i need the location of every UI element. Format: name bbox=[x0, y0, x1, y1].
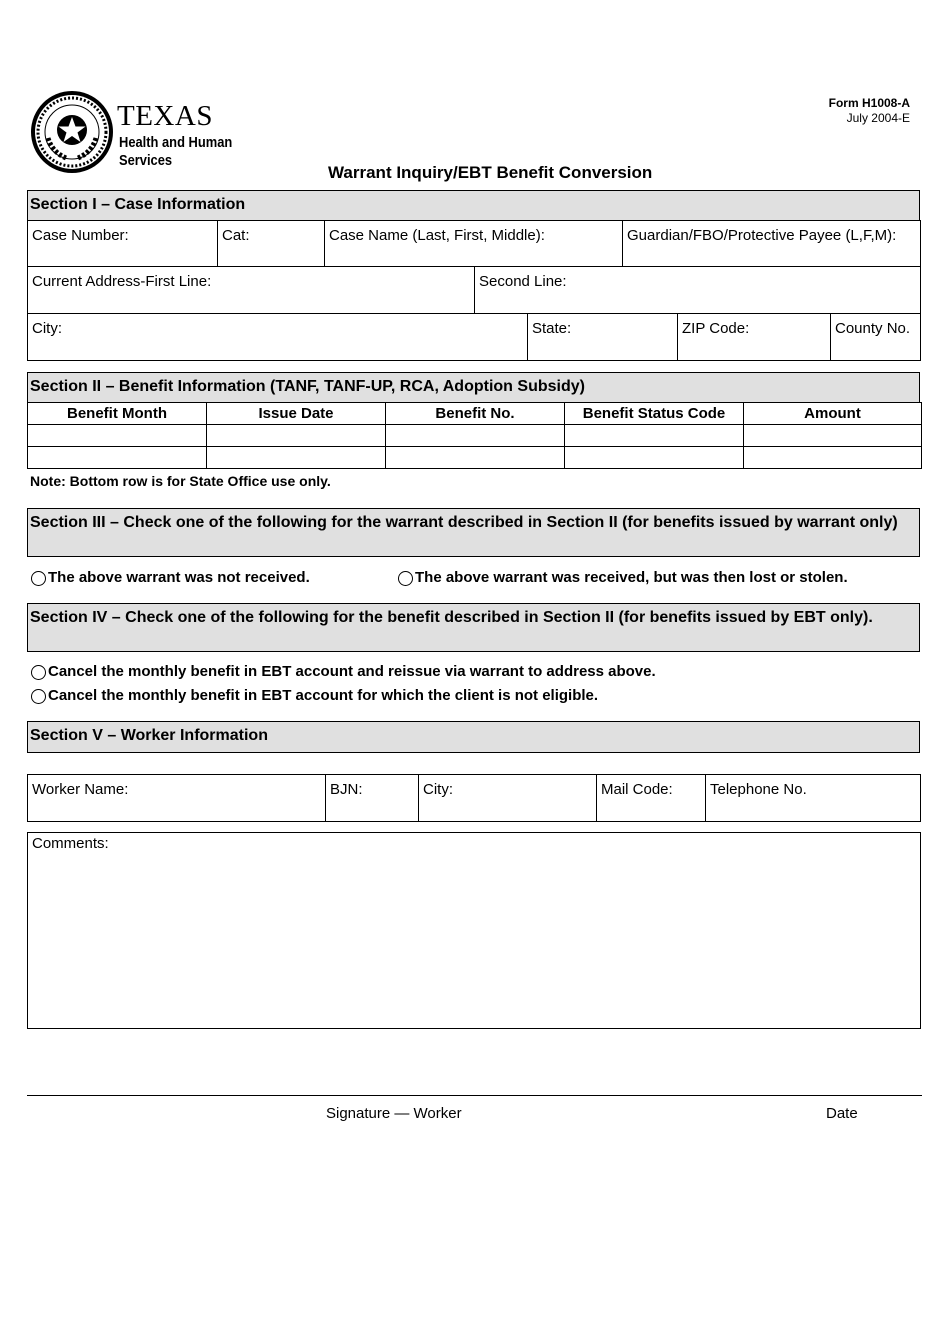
mail-code-field[interactable] bbox=[596, 774, 706, 822]
address-second-line-label: Second Line: bbox=[479, 273, 567, 290]
state-field[interactable] bbox=[527, 313, 678, 361]
signature-date-label: Date bbox=[826, 1105, 858, 1122]
zip-code-label: ZIP Code: bbox=[682, 320, 750, 337]
city-field[interactable] bbox=[27, 313, 528, 361]
col-benefit-status-code: Benefit Status Code bbox=[565, 403, 744, 425]
warrant-lost-stolen-label: The above warrant was received, but was then lost or stolen. bbox=[415, 569, 848, 586]
cancel-reissue-label: Cancel the monthly benefit in EBT account and reissue via warrant to address above. bbox=[48, 663, 656, 680]
col-benefit-month: Benefit Month bbox=[28, 403, 207, 425]
comments-field[interactable] bbox=[27, 832, 921, 1029]
benefit-no-cell[interactable] bbox=[386, 425, 565, 447]
texas-seal-logo bbox=[30, 90, 114, 174]
comments-label: Comments: bbox=[32, 835, 109, 852]
benefit-table-header bbox=[28, 403, 922, 425]
issue-date-cell[interactable] bbox=[207, 425, 386, 447]
address-first-line-field[interactable] bbox=[27, 266, 475, 314]
table-row bbox=[28, 447, 922, 469]
benefit-month-cell[interactable] bbox=[28, 425, 207, 447]
guardian-label: Guardian/FBO/Protective Payee (L,F,M): bbox=[627, 227, 897, 244]
benefit-month-cell[interactable] bbox=[28, 447, 207, 469]
address-first-line-label: Current Address-First Line: bbox=[32, 273, 212, 290]
cat-label: Cat: bbox=[222, 227, 250, 244]
logo-agency-line1: Health and Human bbox=[119, 134, 233, 151]
radio-icon[interactable] bbox=[398, 571, 413, 586]
col-amount: Amount bbox=[744, 403, 922, 425]
col-benefit-no: Benefit No. bbox=[386, 403, 565, 425]
worker-city-label: City: bbox=[423, 781, 453, 798]
logo-agency-line2: Services bbox=[119, 152, 173, 169]
warrant-not-received-option[interactable] bbox=[31, 569, 310, 586]
benefit-status-code-cell[interactable] bbox=[565, 425, 744, 447]
case-name-label: Case Name (Last, First, Middle): bbox=[329, 227, 545, 244]
amount-cell[interactable] bbox=[744, 447, 922, 469]
form-number: Form H1008-A bbox=[828, 96, 910, 110]
signature-worker-label: Signature — Worker bbox=[326, 1105, 462, 1122]
state-label: State: bbox=[532, 320, 572, 337]
cancel-reissue-option[interactable] bbox=[31, 663, 656, 680]
issue-date-cell[interactable] bbox=[207, 447, 386, 469]
page-title: Warrant Inquiry/EBT Benefit Conversion bbox=[328, 163, 653, 182]
case-name-field[interactable] bbox=[324, 220, 623, 267]
benefit-no-cell[interactable] bbox=[386, 447, 565, 469]
amount-cell[interactable] bbox=[744, 425, 922, 447]
state-office-note: Note: Bottom row is for State Office use only. bbox=[30, 473, 331, 489]
city-label: City: bbox=[32, 320, 62, 337]
county-number-label: County No. bbox=[835, 320, 911, 337]
form-date: July 2004-E bbox=[846, 111, 910, 125]
section3-heading: Section III – Check one of the following for the warrant described in Section II (for benefits issued by warrant only) bbox=[27, 508, 920, 557]
warrant-not-received-label: The above warrant was not received. bbox=[48, 569, 310, 586]
section2-heading: Section II – Benefit Information (TANF, TANF-UP, RCA, Adoption Subsidy) bbox=[27, 372, 920, 403]
worker-city-field[interactable] bbox=[418, 774, 597, 822]
county-number-field[interactable] bbox=[830, 313, 921, 361]
radio-icon[interactable] bbox=[31, 689, 46, 704]
signature-line bbox=[27, 1095, 922, 1096]
table-row bbox=[28, 425, 922, 447]
radio-icon[interactable] bbox=[31, 571, 46, 586]
address-second-line-field[interactable] bbox=[474, 266, 921, 314]
mail-code-label: Mail Code: bbox=[601, 781, 673, 798]
logo-texas-text: TEXAS bbox=[117, 100, 213, 132]
zip-code-field[interactable] bbox=[677, 313, 831, 361]
telephone-label: Telephone No. bbox=[710, 781, 807, 798]
cancel-not-eligible-option[interactable] bbox=[31, 687, 598, 704]
cancel-not-eligible-label: Cancel the monthly benefit in EBT account for which the client is not eligible. bbox=[48, 687, 599, 704]
case-number-label: Case Number: bbox=[32, 227, 129, 244]
cat-field[interactable] bbox=[217, 220, 325, 267]
section1-heading: Section I – Case Information bbox=[27, 190, 920, 221]
section5-heading: Section V – Worker Information bbox=[27, 721, 920, 753]
telephone-field[interactable] bbox=[705, 774, 921, 822]
benefit-table bbox=[27, 402, 922, 469]
guardian-field[interactable] bbox=[622, 220, 921, 267]
section4-heading: Section IV – Check one of the following for the benefit described in Section II (for benefits issued by EBT only). bbox=[27, 603, 920, 652]
worker-name-field[interactable] bbox=[27, 774, 326, 822]
col-issue-date: Issue Date bbox=[207, 403, 386, 425]
bjn-label: BJN: bbox=[330, 781, 363, 798]
case-number-field[interactable] bbox=[27, 220, 218, 267]
radio-icon[interactable] bbox=[31, 665, 46, 680]
bjn-field[interactable] bbox=[325, 774, 419, 822]
benefit-status-code-cell[interactable] bbox=[565, 447, 744, 469]
worker-name-label: Worker Name: bbox=[32, 781, 129, 798]
warrant-lost-stolen-option[interactable] bbox=[398, 569, 848, 586]
